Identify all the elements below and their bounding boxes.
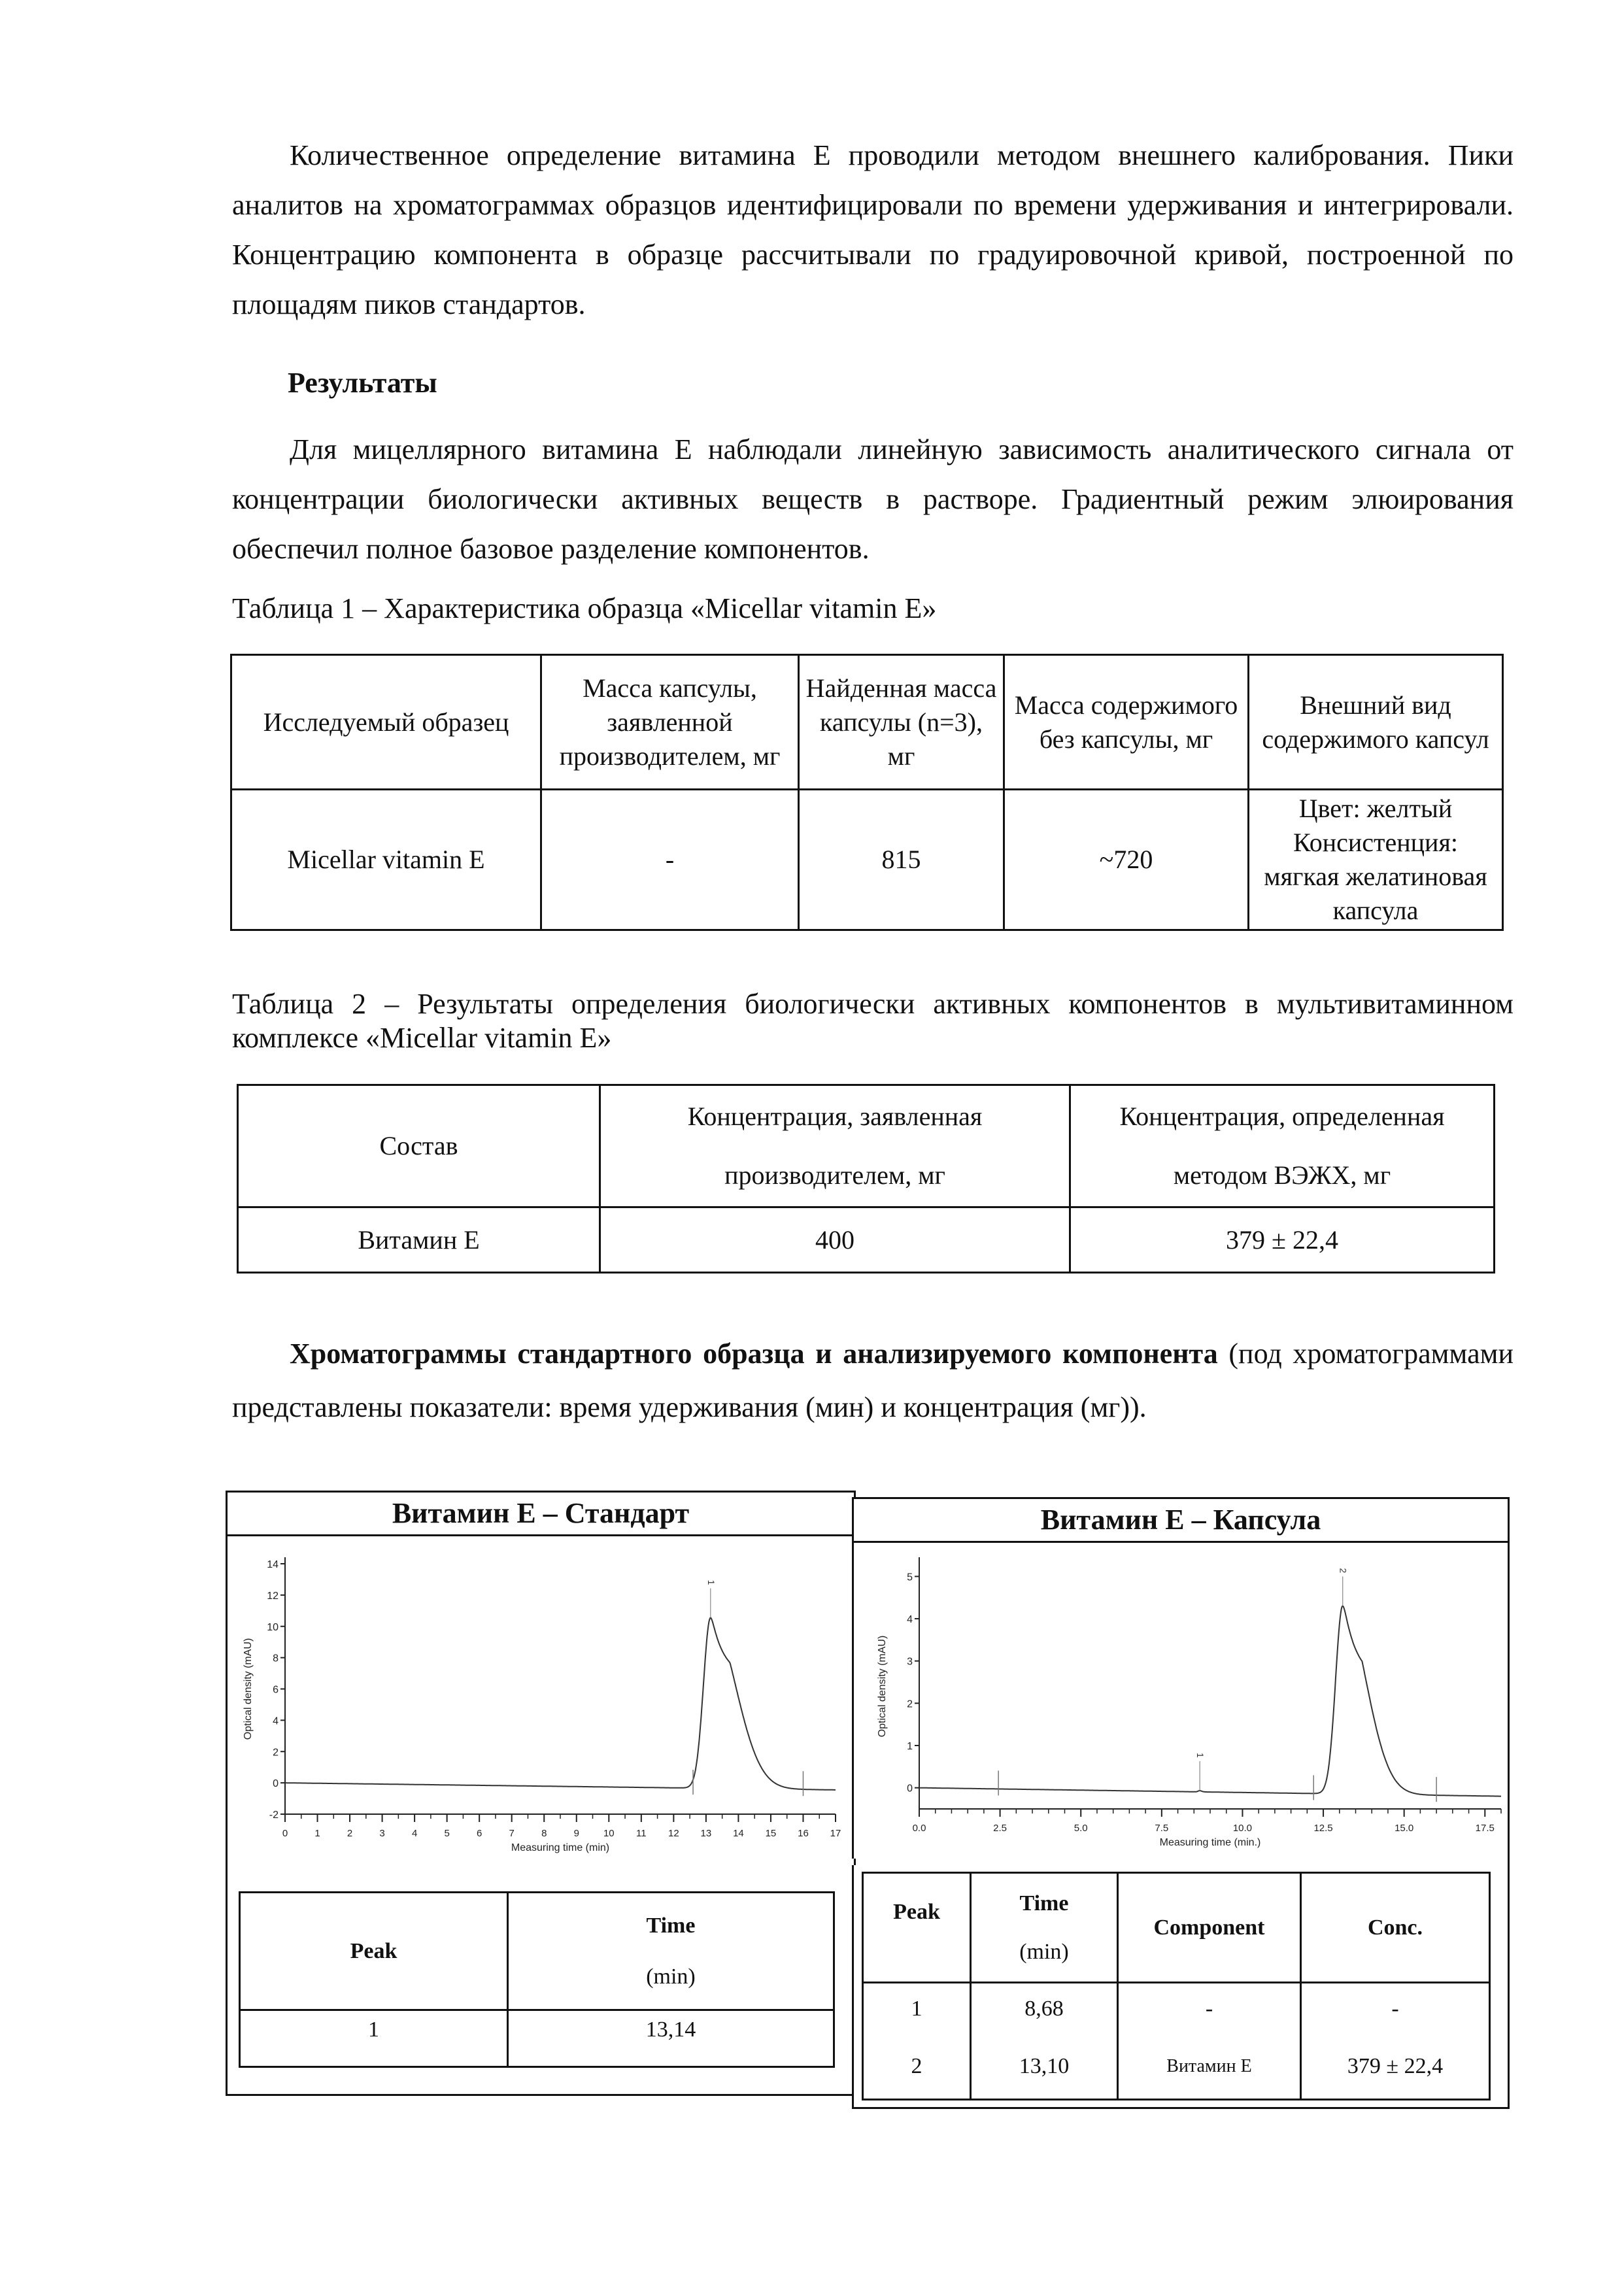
table1-header-cell: Внешний вид содержимого капсул <box>1249 655 1503 790</box>
table1-caption: Таблица 1 – Характеристика образца «Micellar vitamin E» <box>232 592 937 624</box>
y-tick-label: 6 <box>273 1684 279 1696</box>
table1-cell: ~720 <box>1004 790 1249 930</box>
paragraph-calibration <box>232 131 1514 329</box>
time-cell: 13,14 <box>508 2010 834 2067</box>
y-axis-label: Optical density (mAU) <box>877 1635 888 1738</box>
peak-label: 1 <box>1195 1753 1206 1758</box>
x-axis-label: Measuring time (min) <box>511 1842 610 1853</box>
chromatogram-trace <box>285 1618 836 1790</box>
table1-cell: 815 <box>799 790 1004 930</box>
x-tick-label: 11 <box>636 1828 647 1839</box>
table-row <box>231 790 1503 930</box>
time-header <box>971 1873 1118 1983</box>
table2-header-cell: Состав <box>238 1085 600 1207</box>
y-tick-label: 2 <box>907 1698 913 1710</box>
table1-cell: Цвет: желтый Консистенция: мягкая желатиновая капсула <box>1249 790 1503 930</box>
y-axis-label: Optical density (mAU) <box>243 1638 254 1740</box>
table1-cell: Micellar vitamin E <box>231 790 541 930</box>
x-tick-label: 10 <box>603 1828 615 1839</box>
table2-header-cell: Концентрация, определенная методом ВЭЖХ, мг <box>1070 1085 1495 1207</box>
x-tick-label: 16 <box>798 1828 809 1839</box>
y-tick-label: 8 <box>273 1653 279 1664</box>
table1-header-row <box>231 655 1503 790</box>
y-tick-label: 14 <box>267 1559 279 1570</box>
conc-header: Conc. <box>1301 1873 1490 1983</box>
y-tick-label: 3 <box>907 1656 913 1668</box>
x-tick-label: 15 <box>765 1828 777 1839</box>
chart-capsule <box>852 1497 1510 1867</box>
conc-cell: - <box>1301 1983 1490 2035</box>
y-tick-label: 1 <box>907 1741 913 1753</box>
x-tick-label: 14 <box>733 1828 744 1839</box>
y-tick-label: 4 <box>273 1715 279 1727</box>
time-header-label: Time <box>646 1913 696 1938</box>
peak-label: 2 <box>1338 1568 1349 1574</box>
x-tick-label: 10.0 <box>1232 1823 1253 1834</box>
x-tick-label: 5.0 <box>1074 1823 1088 1834</box>
table2-cell: 400 <box>600 1207 1070 1273</box>
time-cell: 13,10 <box>971 2035 1118 2100</box>
table2-caption: Таблица 2 – Результаты определения биологически активных компонентов в мультивитаминном комплексе «Micellar vitamin E» <box>232 988 1514 1054</box>
x-tick-label: 9 <box>573 1828 579 1839</box>
x-tick-label: 7.5 <box>1155 1823 1169 1834</box>
paragraph-text: Для мицеллярного витамина Е наблюдали линейную зависимость аналитического сигнала от концентрации биологически активных веществ в растворе. Градиентный режим элюирования обеспечил полное базовое разделение компонентов. <box>232 433 1514 565</box>
x-tick-label: 0.0 <box>912 1823 926 1834</box>
peak-table-header-row <box>863 1873 1490 1983</box>
x-tick-label: 0 <box>282 1828 288 1839</box>
table2-header-cell: Концентрация, заявленная производителем, мг <box>600 1085 1070 1207</box>
time-header-label: Time <box>1019 1891 1069 1915</box>
x-tick-label: 6 <box>477 1828 482 1839</box>
table2-cell: Витамин Е <box>238 1207 600 1273</box>
chromatogram-trace <box>919 1606 1501 1796</box>
table-row <box>238 1207 1495 1273</box>
x-tick-label: 7 <box>509 1828 515 1839</box>
peak-label: 1 <box>705 1579 717 1585</box>
table2-header-row <box>238 1085 1495 1207</box>
paragraph-bold-text: Хроматограммы стандартного образца и анализируемого компонента <box>290 1338 1218 1370</box>
y-tick-label: -2 <box>269 1810 279 1821</box>
component-cell: Витамин Е <box>1118 2035 1301 2100</box>
table-row <box>240 2010 834 2067</box>
table1-cell: - <box>541 790 799 930</box>
table2 <box>237 1084 1495 1274</box>
table1-header-cell: Исследуемый образец <box>231 655 541 790</box>
table-row <box>863 1983 1490 2035</box>
paragraph-text: (под хроматограммами представлены показатели: время удерживания (мин) и концентрация (мг)). <box>232 1338 1514 1423</box>
chart-title: Витамин Е – Капсула <box>854 1499 1508 1543</box>
y-tick-label: 2 <box>273 1747 279 1759</box>
component-header: Component <box>1118 1873 1301 1983</box>
chart-standard <box>226 1491 856 1861</box>
x-tick-label: 2 <box>347 1828 353 1839</box>
x-tick-label: 13 <box>700 1828 712 1839</box>
y-tick-label: 10 <box>267 1621 279 1633</box>
table1-header-cell: Масса капсулы, заявленной производителем, мг <box>541 655 799 790</box>
paragraph-results <box>232 425 1514 574</box>
peak-header: Peak <box>863 1873 971 1983</box>
chart-standard-plot <box>228 1534 854 1859</box>
x-tick-label: 17.5 <box>1475 1823 1495 1834</box>
peak-header: Peak <box>240 1893 508 2010</box>
peak-cell: 2 <box>863 2035 971 2100</box>
section-heading-results: Результаты <box>288 367 437 399</box>
x-tick-label: 1 <box>314 1828 320 1839</box>
x-tick-label: 5 <box>444 1828 450 1839</box>
time-header-unit: (min) <box>646 1964 696 1989</box>
y-tick-label: 12 <box>267 1590 279 1602</box>
peak-table-standard <box>239 1891 835 2068</box>
table-row <box>863 2035 1490 2100</box>
paragraph-text: Количественное определение витамина Е проводили методом внешнего калибрования. Пики аналитов на хроматограммах образцов идентифицировали по времени удерживания и интегрировали. Концентрацию компонента в образце рассчитывали по градуировочной кривой, построенной по площадям пиков стандартов. <box>232 139 1514 320</box>
paragraph-chromatograms <box>232 1327 1514 1434</box>
conc-cell: 379 ± 22,4 <box>1301 2035 1490 2100</box>
component-cell: - <box>1118 1983 1301 2035</box>
x-tick-label: 8 <box>541 1828 547 1839</box>
chart-title: Витамин Е – Стандарт <box>228 1493 854 1536</box>
y-tick-label: 5 <box>907 1572 913 1583</box>
table1 <box>230 654 1504 931</box>
x-axis-label: Measuring time (min.) <box>1159 1837 1261 1848</box>
x-tick-label: 17 <box>830 1828 841 1839</box>
chart-capsule-plot <box>854 1541 1508 1865</box>
time-cell: 8,68 <box>971 1983 1118 2035</box>
x-tick-label: 12 <box>668 1828 679 1839</box>
time-header-unit: (min) <box>1019 1939 1069 1964</box>
peak-cell: 1 <box>240 2010 508 2067</box>
time-header <box>508 1893 834 2010</box>
x-tick-label: 2.5 <box>993 1823 1007 1834</box>
x-tick-label: 3 <box>379 1828 385 1839</box>
x-tick-label: 15.0 <box>1395 1823 1414 1834</box>
table1-header-cell: Масса содержимого без капсулы, мг <box>1004 655 1249 790</box>
y-tick-label: 0 <box>907 1783 913 1795</box>
peak-table-capsule <box>862 1872 1491 2100</box>
peak-table-header-row <box>240 1893 834 2010</box>
table1-header-cell: Найденная масса капсулы (n=3), мг <box>799 655 1004 790</box>
peak-cell: 1 <box>863 1983 971 2035</box>
x-tick-label: 12.5 <box>1313 1823 1333 1834</box>
y-tick-label: 0 <box>273 1778 279 1790</box>
table2-cell: 379 ± 22,4 <box>1070 1207 1495 1273</box>
y-tick-label: 4 <box>907 1614 913 1626</box>
x-tick-label: 4 <box>411 1828 418 1839</box>
